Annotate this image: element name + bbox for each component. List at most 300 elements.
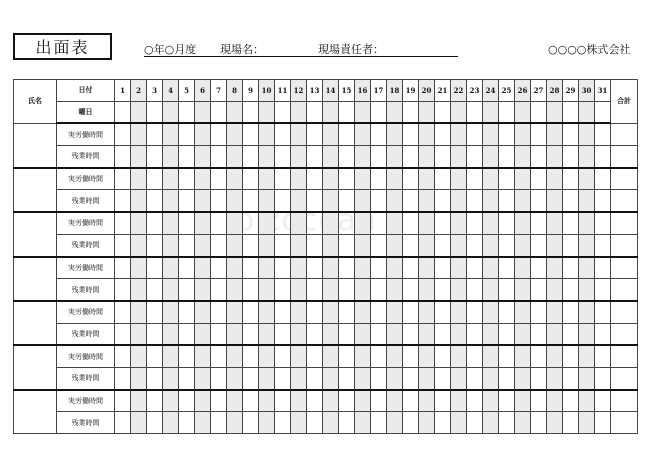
time-cell [483, 146, 499, 168]
weekday-cell [371, 101, 387, 123]
time-cell [451, 146, 467, 168]
time-cell [499, 390, 515, 412]
total-cell [611, 234, 638, 256]
time-cell [323, 390, 339, 412]
time-cell [339, 301, 355, 323]
time-cell [227, 190, 243, 212]
time-cell [467, 190, 483, 212]
time-cell [147, 279, 163, 301]
day-header-3: 3 [147, 80, 163, 102]
time-cell [499, 212, 515, 234]
total-cell [611, 212, 638, 234]
weekday-cell [547, 101, 563, 123]
overtime-label: 残業時間 [57, 323, 115, 345]
time-cell [291, 257, 307, 279]
time-cell [595, 123, 611, 145]
time-cell [259, 345, 275, 367]
time-cell [563, 257, 579, 279]
time-cell [243, 301, 259, 323]
time-cell [291, 212, 307, 234]
time-cell [435, 123, 451, 145]
employee-name-cell [14, 168, 57, 212]
day-header-26: 26 [515, 80, 531, 102]
time-cell [195, 212, 211, 234]
total-cell [611, 190, 638, 212]
time-cell [259, 367, 275, 389]
time-cell [531, 345, 547, 367]
time-cell [515, 257, 531, 279]
time-cell [147, 390, 163, 412]
overtime-label: 残業時間 [57, 234, 115, 256]
day-header-10: 10 [259, 80, 275, 102]
time-cell [211, 323, 227, 345]
time-cell [531, 190, 547, 212]
time-cell [547, 412, 563, 434]
weekday-cell [115, 101, 131, 123]
site-name-label: 現場名： [220, 43, 264, 56]
time-cell [323, 412, 339, 434]
time-cell [259, 123, 275, 145]
time-cell [371, 212, 387, 234]
attendance-table [13, 79, 638, 434]
time-cell [547, 323, 563, 345]
time-cell [243, 168, 259, 190]
time-cell [131, 234, 147, 256]
time-cell [179, 190, 195, 212]
total-cell [611, 323, 638, 345]
time-cell [515, 146, 531, 168]
time-cell [547, 390, 563, 412]
time-cell [451, 257, 467, 279]
time-cell [467, 345, 483, 367]
day-header-14: 14 [323, 80, 339, 102]
header-info-line [144, 40, 458, 57]
time-cell [339, 234, 355, 256]
time-cell [483, 323, 499, 345]
time-cell [547, 212, 563, 234]
day-header-13: 13 [307, 80, 323, 102]
total-cell [611, 367, 638, 389]
time-cell [515, 390, 531, 412]
time-cell [355, 257, 371, 279]
document-title: 出面表 [13, 33, 112, 60]
time-cell [435, 345, 451, 367]
time-cell [499, 257, 515, 279]
time-cell [115, 301, 131, 323]
time-cell [387, 234, 403, 256]
time-cell [275, 301, 291, 323]
time-cell [243, 234, 259, 256]
weekday-cell [131, 101, 147, 123]
time-cell [563, 234, 579, 256]
time-cell [195, 146, 211, 168]
time-cell [467, 168, 483, 190]
time-cell [547, 146, 563, 168]
time-cell [515, 367, 531, 389]
time-cell [419, 168, 435, 190]
time-cell [275, 190, 291, 212]
total-cell [611, 345, 638, 367]
time-cell [179, 168, 195, 190]
time-cell [243, 123, 259, 145]
time-cell [451, 212, 467, 234]
time-cell [243, 367, 259, 389]
weekday-cell [531, 101, 547, 123]
time-cell [275, 234, 291, 256]
time-cell [339, 123, 355, 145]
time-cell [403, 234, 419, 256]
time-cell [227, 390, 243, 412]
day-header-23: 23 [467, 80, 483, 102]
time-cell [579, 212, 595, 234]
time-cell [371, 146, 387, 168]
company-name: ○○○○株式会社 [548, 43, 631, 56]
time-cell [259, 190, 275, 212]
time-cell [131, 390, 147, 412]
time-cell [419, 257, 435, 279]
name-header: 氏名 [14, 80, 57, 124]
time-cell [227, 123, 243, 145]
time-cell [339, 279, 355, 301]
time-cell [355, 212, 371, 234]
time-cell [355, 234, 371, 256]
time-cell [387, 168, 403, 190]
time-cell [595, 146, 611, 168]
time-cell [131, 345, 147, 367]
time-cell [163, 367, 179, 389]
time-cell [275, 367, 291, 389]
time-cell [451, 323, 467, 345]
time-cell [499, 146, 515, 168]
time-cell [355, 190, 371, 212]
time-cell [179, 257, 195, 279]
weekday-cell [227, 101, 243, 123]
time-cell [147, 123, 163, 145]
time-cell [579, 146, 595, 168]
time-cell [387, 146, 403, 168]
time-cell [579, 301, 595, 323]
time-cell [563, 301, 579, 323]
time-cell [515, 212, 531, 234]
weekday-cell [179, 101, 195, 123]
time-cell [355, 168, 371, 190]
day-header-31: 31 [595, 80, 611, 102]
time-cell [323, 190, 339, 212]
time-cell [339, 257, 355, 279]
time-cell [483, 367, 499, 389]
day-header-11: 11 [275, 80, 291, 102]
time-cell [451, 168, 467, 190]
time-cell [419, 345, 435, 367]
time-cell [451, 390, 467, 412]
time-cell [147, 345, 163, 367]
time-cell [243, 190, 259, 212]
time-cell [131, 279, 147, 301]
time-cell [291, 190, 307, 212]
time-cell [451, 123, 467, 145]
time-cell [339, 367, 355, 389]
time-cell [227, 323, 243, 345]
time-cell [579, 168, 595, 190]
time-cell [467, 212, 483, 234]
time-cell [563, 323, 579, 345]
time-cell [323, 168, 339, 190]
time-cell [211, 257, 227, 279]
time-cell [307, 390, 323, 412]
time-cell [195, 234, 211, 256]
time-cell [371, 345, 387, 367]
day-header-9: 9 [243, 80, 259, 102]
time-cell [435, 390, 451, 412]
time-cell [227, 257, 243, 279]
time-cell [307, 190, 323, 212]
time-cell [515, 412, 531, 434]
day-header-1: 1 [115, 80, 131, 102]
time-cell [259, 146, 275, 168]
time-cell [291, 234, 307, 256]
total-header: 合計 [611, 80, 638, 124]
time-cell [531, 323, 547, 345]
time-cell [163, 146, 179, 168]
time-cell [579, 257, 595, 279]
time-cell [579, 279, 595, 301]
time-cell [131, 146, 147, 168]
time-cell [179, 345, 195, 367]
time-cell [115, 323, 131, 345]
time-cell [483, 412, 499, 434]
time-cell [291, 367, 307, 389]
time-cell [579, 123, 595, 145]
time-cell [211, 412, 227, 434]
time-cell [275, 390, 291, 412]
weekday-cell [275, 101, 291, 123]
time-cell [403, 123, 419, 145]
time-cell [163, 323, 179, 345]
weekday-cell [243, 101, 259, 123]
weekday-cell [323, 101, 339, 123]
weekday-cell [595, 101, 611, 123]
day-header-24: 24 [483, 80, 499, 102]
time-cell [531, 412, 547, 434]
time-cell [483, 190, 499, 212]
time-cell [131, 212, 147, 234]
time-cell [147, 168, 163, 190]
time-cell [195, 390, 211, 412]
time-cell [483, 123, 499, 145]
time-cell [467, 279, 483, 301]
employee-name-cell [14, 345, 57, 389]
time-cell [355, 412, 371, 434]
time-cell [451, 190, 467, 212]
day-header-21: 21 [435, 80, 451, 102]
time-cell [419, 279, 435, 301]
time-cell [115, 367, 131, 389]
time-cell [323, 123, 339, 145]
time-cell [435, 190, 451, 212]
time-cell [243, 212, 259, 234]
time-cell [115, 190, 131, 212]
time-cell [115, 212, 131, 234]
time-cell [131, 367, 147, 389]
time-cell [595, 234, 611, 256]
time-cell [547, 168, 563, 190]
time-cell [115, 146, 131, 168]
time-cell [339, 345, 355, 367]
time-cell [195, 301, 211, 323]
time-cell [435, 257, 451, 279]
time-cell [147, 323, 163, 345]
time-cell [419, 234, 435, 256]
time-cell [275, 146, 291, 168]
time-cell [451, 234, 467, 256]
time-cell [195, 412, 211, 434]
time-cell [435, 412, 451, 434]
time-cell [403, 190, 419, 212]
time-cell [419, 367, 435, 389]
time-cell [307, 123, 323, 145]
weekday-cell [435, 101, 451, 123]
weekday-cell [291, 101, 307, 123]
time-cell [531, 168, 547, 190]
day-header-29: 29 [563, 80, 579, 102]
day-header-19: 19 [403, 80, 419, 102]
time-cell [531, 301, 547, 323]
time-cell [163, 190, 179, 212]
time-cell [163, 123, 179, 145]
time-cell [211, 168, 227, 190]
weekday-cell [387, 101, 403, 123]
time-cell [435, 367, 451, 389]
weekday-cell [147, 101, 163, 123]
time-cell [259, 279, 275, 301]
time-cell [499, 123, 515, 145]
time-cell [291, 390, 307, 412]
time-cell [195, 279, 211, 301]
time-cell [323, 301, 339, 323]
time-cell [435, 279, 451, 301]
time-cell [579, 345, 595, 367]
actual-hours-label: 実労働時間 [57, 390, 115, 412]
time-cell [131, 257, 147, 279]
time-cell [227, 279, 243, 301]
time-cell [595, 323, 611, 345]
time-cell [467, 323, 483, 345]
time-cell [115, 168, 131, 190]
time-cell [403, 390, 419, 412]
time-cell [563, 190, 579, 212]
time-cell [547, 257, 563, 279]
time-cell [147, 301, 163, 323]
weekday-cell [195, 101, 211, 123]
time-cell [355, 279, 371, 301]
time-cell [515, 301, 531, 323]
time-cell [307, 323, 323, 345]
time-cell [323, 146, 339, 168]
time-cell [467, 257, 483, 279]
time-cell [227, 412, 243, 434]
time-cell [483, 390, 499, 412]
time-cell [243, 257, 259, 279]
time-cell [419, 123, 435, 145]
time-cell [563, 345, 579, 367]
total-cell [611, 301, 638, 323]
time-cell [115, 390, 131, 412]
time-cell [291, 168, 307, 190]
time-cell [483, 212, 499, 234]
time-cell [147, 367, 163, 389]
time-cell [323, 212, 339, 234]
time-cell [163, 279, 179, 301]
actual-hours-label: 実労働時間 [57, 345, 115, 367]
time-cell [595, 279, 611, 301]
weekday-cell [483, 101, 499, 123]
day-header-2: 2 [131, 80, 147, 102]
time-cell [579, 367, 595, 389]
time-cell [227, 367, 243, 389]
time-cell [483, 234, 499, 256]
time-cell [211, 390, 227, 412]
employee-name-cell [14, 390, 57, 434]
time-cell [387, 190, 403, 212]
time-cell [355, 390, 371, 412]
time-cell [323, 367, 339, 389]
time-cell [451, 367, 467, 389]
day-header-28: 28 [547, 80, 563, 102]
time-cell [211, 212, 227, 234]
time-cell [595, 367, 611, 389]
time-cell [547, 345, 563, 367]
time-cell [595, 390, 611, 412]
time-cell [467, 123, 483, 145]
actual-hours-label: 実労働時間 [57, 257, 115, 279]
time-cell [403, 367, 419, 389]
time-cell [131, 323, 147, 345]
time-cell [515, 190, 531, 212]
time-cell [387, 257, 403, 279]
time-cell [243, 412, 259, 434]
date-header: 日付 [57, 80, 115, 102]
day-header-6: 6 [195, 80, 211, 102]
time-cell [163, 257, 179, 279]
time-cell [291, 345, 307, 367]
time-cell [563, 367, 579, 389]
time-cell [419, 212, 435, 234]
total-cell [611, 146, 638, 168]
weekday-cell [563, 101, 579, 123]
time-cell [195, 345, 211, 367]
time-cell [371, 168, 387, 190]
day-header-15: 15 [339, 80, 355, 102]
time-cell [403, 323, 419, 345]
time-cell [179, 323, 195, 345]
time-cell [563, 168, 579, 190]
time-cell [531, 279, 547, 301]
time-cell [467, 301, 483, 323]
time-cell [115, 234, 131, 256]
time-cell [531, 234, 547, 256]
time-cell [243, 279, 259, 301]
time-cell [307, 301, 323, 323]
time-cell [163, 212, 179, 234]
time-cell [195, 323, 211, 345]
day-header-12: 12 [291, 80, 307, 102]
time-cell [547, 123, 563, 145]
period-label: ○年○月度 [144, 43, 197, 56]
employee-name-cell [14, 257, 57, 301]
time-cell [179, 234, 195, 256]
time-cell [115, 279, 131, 301]
total-cell [611, 123, 638, 145]
